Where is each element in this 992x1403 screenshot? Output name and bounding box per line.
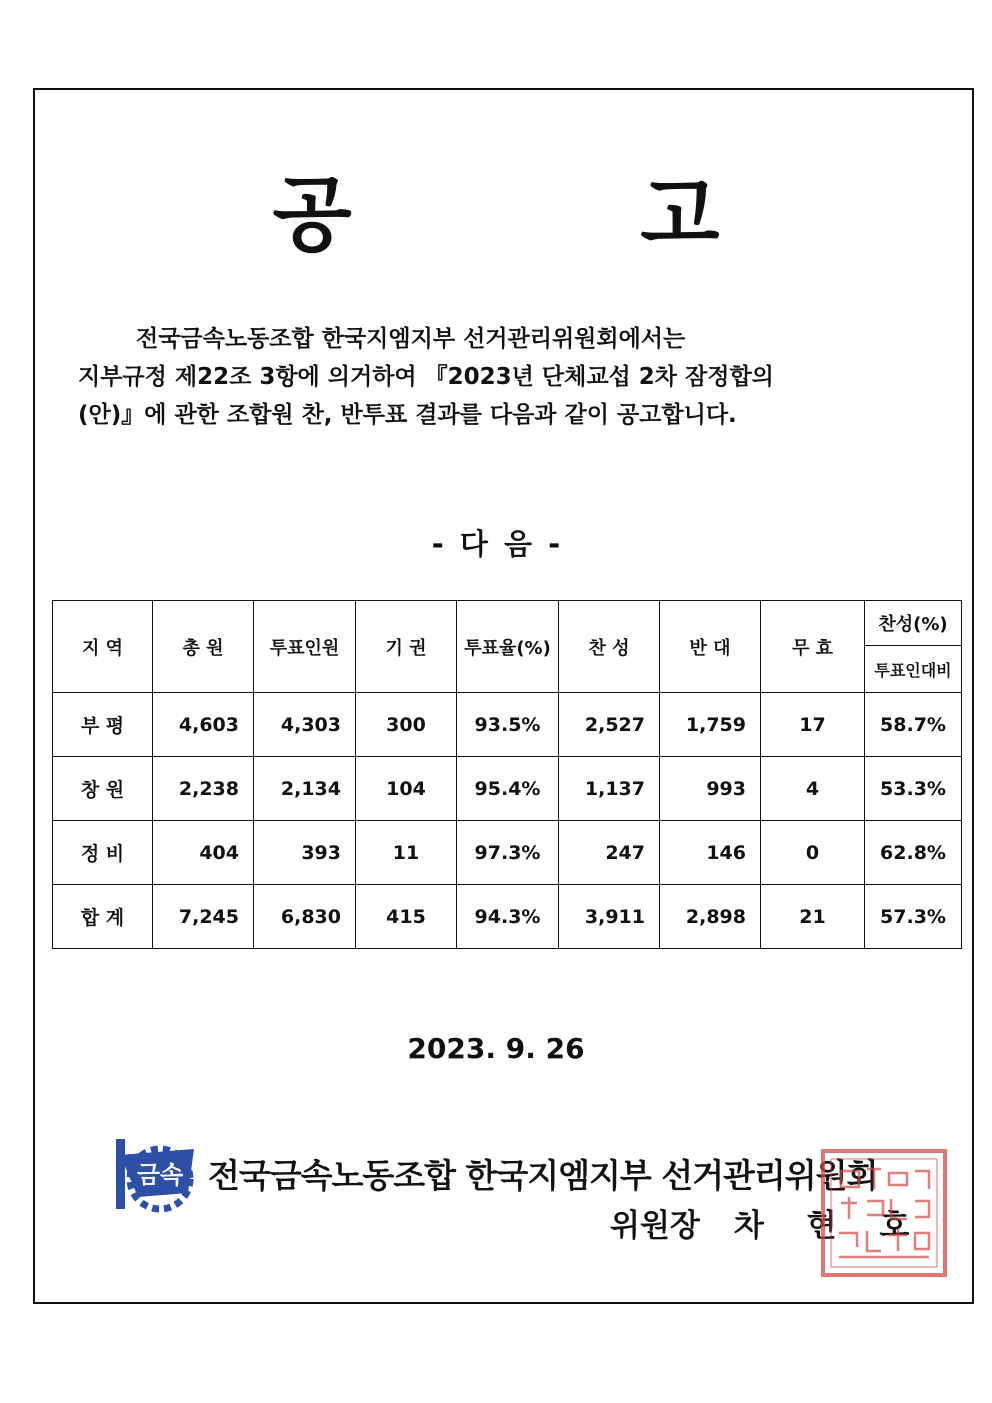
subheading: - 다 음 - bbox=[431, 527, 561, 561]
cell-voters: 6,830 bbox=[254, 885, 356, 949]
cell-region: 창 원 bbox=[53, 757, 153, 821]
cell-invalid: 21 bbox=[761, 885, 865, 949]
cell-region: 정 비 bbox=[53, 821, 153, 885]
cell-yes-pct: 57.3% bbox=[865, 885, 962, 949]
cell-turnout: 97.3% bbox=[457, 821, 559, 885]
cell-abstain: 415 bbox=[356, 885, 457, 949]
intro-line-2: 지부규정 제22조 3항에 의거하여 『2023년 단체교섭 2차 잠정합의 bbox=[78, 364, 774, 390]
header-no: 반 대 bbox=[660, 601, 761, 693]
header-yes-pct: 찬성(%) bbox=[865, 601, 962, 646]
cell-abstain: 300 bbox=[356, 693, 457, 757]
cell-invalid: 0 bbox=[761, 821, 865, 885]
notice-date: 2023. 9. 26 bbox=[407, 1032, 585, 1065]
cell-yes: 247 bbox=[559, 821, 660, 885]
vote-results-table bbox=[52, 600, 962, 949]
header-invalid: 무 효 bbox=[761, 601, 865, 693]
header-region: 지 역 bbox=[53, 601, 153, 693]
cell-total: 404 bbox=[153, 821, 254, 885]
table-row bbox=[53, 821, 962, 885]
official-seal-icon bbox=[817, 1145, 951, 1281]
cell-total: 2,238 bbox=[153, 757, 254, 821]
cell-invalid: 4 bbox=[761, 757, 865, 821]
page-title: 공 고 bbox=[272, 168, 850, 263]
table-row bbox=[53, 885, 962, 949]
cell-no: 1,759 bbox=[660, 693, 761, 757]
table-row bbox=[53, 693, 962, 757]
table-row bbox=[53, 757, 962, 821]
intro-paragraph bbox=[78, 320, 958, 434]
chair-title: 위원장 bbox=[610, 1208, 700, 1244]
cell-invalid: 17 bbox=[761, 693, 865, 757]
cell-turnout: 94.3% bbox=[457, 885, 559, 949]
cell-no: 993 bbox=[660, 757, 761, 821]
cell-voters: 2,134 bbox=[254, 757, 356, 821]
cell-no: 146 bbox=[660, 821, 761, 885]
cell-yes: 1,137 bbox=[559, 757, 660, 821]
cell-voters: 393 bbox=[254, 821, 356, 885]
header-yes-pct-sub: 투표인대비 bbox=[865, 646, 962, 693]
cell-total: 7,245 bbox=[153, 885, 254, 949]
cell-region: 합 계 bbox=[53, 885, 153, 949]
header-yes: 찬 성 bbox=[559, 601, 660, 693]
cell-yes: 2,527 bbox=[559, 693, 660, 757]
cell-turnout: 93.5% bbox=[457, 693, 559, 757]
chair-name: 차 현 호 bbox=[733, 1208, 926, 1244]
cell-total: 4,603 bbox=[153, 693, 254, 757]
cell-abstain: 11 bbox=[356, 821, 457, 885]
cell-voters: 4,303 bbox=[254, 693, 356, 757]
cell-yes-pct: 53.3% bbox=[865, 757, 962, 821]
organization-name: 전국금속노동조합 한국지엠지부 선거관리위원회 bbox=[208, 1156, 878, 1195]
intro-line-1: 전국금속노동조합 한국지엠지부 선거관리위원회에서는 bbox=[136, 326, 686, 352]
cell-abstain: 104 bbox=[356, 757, 457, 821]
cell-yes-pct: 62.8% bbox=[865, 821, 962, 885]
cell-yes-pct: 58.7% bbox=[865, 693, 962, 757]
cell-yes: 3,911 bbox=[559, 885, 660, 949]
header-turnout: 투표율(%) bbox=[457, 601, 559, 693]
cell-turnout: 95.4% bbox=[457, 757, 559, 821]
flag-pole-icon bbox=[116, 1139, 125, 1209]
intro-line-3: (안)』에 관한 조합원 찬, 반투표 결과를 다음과 같이 공고합니다. bbox=[78, 402, 737, 428]
header-total: 총 원 bbox=[153, 601, 254, 693]
logo-text: 금속 bbox=[136, 1161, 184, 1189]
cell-no: 2,898 bbox=[660, 885, 761, 949]
header-abstain: 기 권 bbox=[356, 601, 457, 693]
cell-region: 부 평 bbox=[53, 693, 153, 757]
header-voters: 투표인원 bbox=[254, 601, 356, 693]
union-logo bbox=[108, 1133, 204, 1215]
